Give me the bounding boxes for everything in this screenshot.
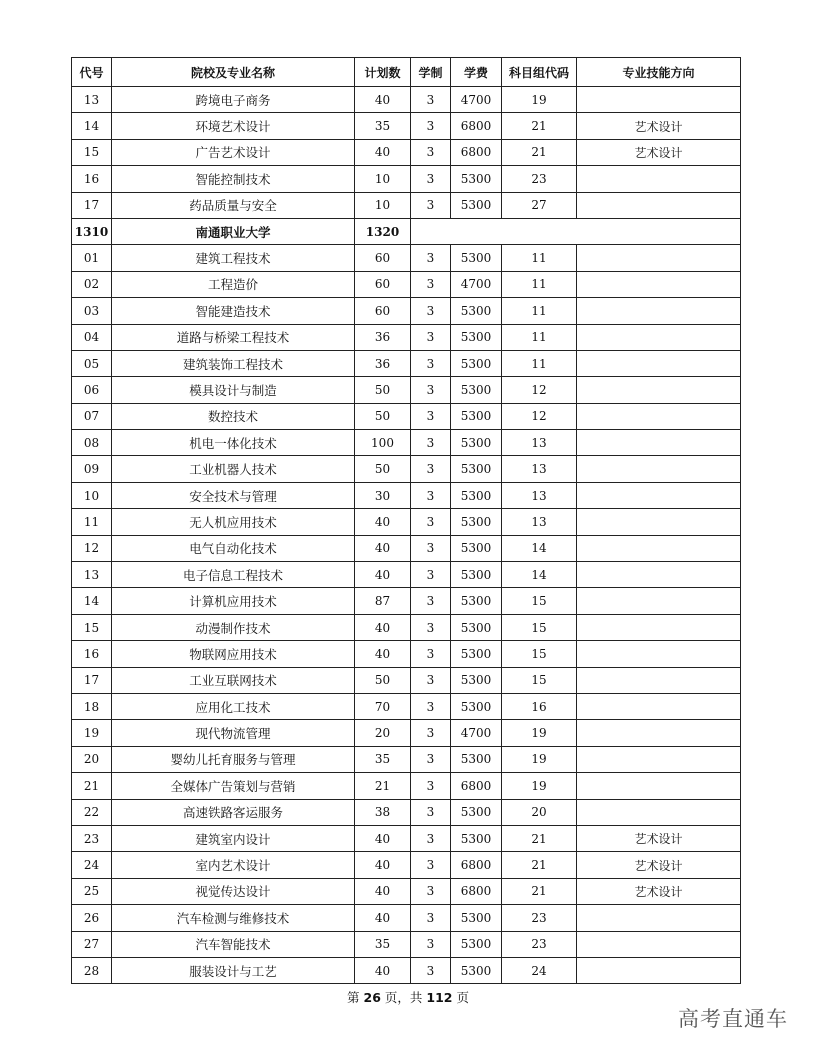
code-cell: 15 [72,614,112,640]
group-code-cell: 21 [502,878,577,904]
plan-cell: 40 [355,535,411,561]
years-cell: 3 [411,192,451,218]
plan-cell: 35 [355,931,411,957]
code-cell: 12 [72,535,112,561]
code-cell: 08 [72,430,112,456]
group-code-cell: 19 [502,720,577,746]
years-cell: 3 [411,87,451,113]
table-row [72,509,741,535]
code-cell: 03 [72,298,112,324]
group-code-cell: 13 [502,509,577,535]
skill-cell [577,298,741,324]
skill-cell [577,720,741,746]
group-code-cell: 11 [502,324,577,350]
skill-cell [577,773,741,799]
fee-cell: 5300 [451,588,502,614]
major-name-cell: 道路与桥梁工程技术 [112,324,355,350]
fee-cell: 5300 [451,166,502,192]
major-name-cell: 建筑室内设计 [112,825,355,851]
plan-cell: 60 [355,298,411,324]
plan-cell: 36 [355,324,411,350]
skill-cell [577,614,741,640]
fee-cell: 5300 [451,245,502,271]
years-cell: 3 [411,324,451,350]
plan-cell: 40 [355,957,411,983]
skill-cell [577,377,741,403]
skill-cell: 艺术设计 [577,825,741,851]
code-cell: 23 [72,825,112,851]
table-row [72,825,741,851]
years-cell: 3 [411,693,451,719]
fee-cell: 5300 [451,482,502,508]
major-name-cell: 广告艺术设计 [112,139,355,165]
plan-cell: 35 [355,746,411,772]
plan-cell: 30 [355,482,411,508]
major-name-cell: 汽车智能技术 [112,931,355,957]
years-cell: 3 [411,878,451,904]
admission-plan-table [71,57,741,984]
skill-cell [577,245,741,271]
major-name-cell: 计算机应用技术 [112,588,355,614]
skill-cell [577,509,741,535]
table-row [72,377,741,403]
fee-cell: 5300 [451,957,502,983]
table-row [72,482,741,508]
group-code-cell: 11 [502,298,577,324]
header-code: 代号 [72,58,112,87]
group-code-cell: 24 [502,957,577,983]
years-cell: 3 [411,720,451,746]
major-name-cell: 数控技术 [112,403,355,429]
skill-cell [577,905,741,931]
table-row [72,720,741,746]
code-cell: 06 [72,377,112,403]
fee-cell: 6800 [451,852,502,878]
skill-cell [577,271,741,297]
group-code-cell: 21 [502,825,577,851]
years-cell: 3 [411,482,451,508]
group-code-cell: 23 [502,931,577,957]
years-cell: 3 [411,773,451,799]
code-cell: 01 [72,245,112,271]
code-cell: 25 [72,878,112,904]
plan-cell: 60 [355,271,411,297]
group-code-cell: 11 [502,350,577,376]
code-cell: 14 [72,588,112,614]
plan-cell: 10 [355,192,411,218]
skill-cell [577,430,741,456]
skill-cell [577,931,741,957]
code-cell: 19 [72,720,112,746]
table-row [72,667,741,693]
table-row [72,799,741,825]
skill-cell [577,693,741,719]
table-row [72,588,741,614]
major-name-cell: 建筑装饰工程技术 [112,350,355,376]
plan-cell: 40 [355,852,411,878]
plan-cell: 40 [355,509,411,535]
major-name-cell: 模具设计与制造 [112,377,355,403]
years-cell: 3 [411,905,451,931]
years-cell: 3 [411,430,451,456]
plan-cell: 70 [355,693,411,719]
code-cell: 17 [72,192,112,218]
major-name-cell: 汽车检测与维修技术 [112,905,355,931]
table-row [72,430,741,456]
table-row [72,878,741,904]
code-cell: 16 [72,166,112,192]
years-cell: 3 [411,852,451,878]
code-cell: 05 [72,350,112,376]
major-name-cell: 建筑工程技术 [112,245,355,271]
plan-cell: 40 [355,825,411,851]
years-cell: 3 [411,957,451,983]
major-name-cell: 物联网应用技术 [112,641,355,667]
fee-cell: 5300 [451,746,502,772]
fee-cell: 5300 [451,324,502,350]
plan-cell: 60 [355,245,411,271]
footer-middle: 页，共 [380,990,427,1005]
code-cell: 13 [72,562,112,588]
plan-cell: 36 [355,350,411,376]
table-header [72,58,741,87]
header-plan: 计划数 [355,58,411,87]
group-code-cell: 15 [502,614,577,640]
table-row [72,324,741,350]
years-cell: 3 [411,588,451,614]
table-row [72,614,741,640]
fee-cell: 5300 [451,825,502,851]
group-code-cell: 15 [502,667,577,693]
major-name-cell: 工程造价 [112,271,355,297]
institution-empty-cell [411,218,741,244]
skill-cell [577,588,741,614]
group-code-cell: 13 [502,482,577,508]
skill-cell [577,192,741,218]
plan-cell: 40 [355,139,411,165]
skill-cell: 艺术设计 [577,852,741,878]
header-name: 院校及专业名称 [112,58,355,87]
header-years: 学制 [411,58,451,87]
fee-cell: 5300 [451,614,502,640]
code-cell: 07 [72,403,112,429]
fee-cell: 5300 [451,298,502,324]
plan-cell: 40 [355,614,411,640]
code-cell: 24 [72,852,112,878]
group-code-cell: 15 [502,641,577,667]
header-group: 科目组代码 [502,58,577,87]
major-name-cell: 服装设计与工艺 [112,957,355,983]
major-name-cell: 高速铁路客运服务 [112,799,355,825]
plan-cell: 100 [355,430,411,456]
plan-cell: 38 [355,799,411,825]
skill-cell [577,641,741,667]
group-code-cell: 14 [502,562,577,588]
code-cell: 13 [72,87,112,113]
skill-cell [577,350,741,376]
skill-cell: 艺术设计 [577,878,741,904]
code-cell: 15 [72,139,112,165]
plan-cell: 50 [355,667,411,693]
years-cell: 3 [411,245,451,271]
code-cell: 28 [72,957,112,983]
group-code-cell: 21 [502,113,577,139]
group-code-cell: 21 [502,852,577,878]
fee-cell: 5300 [451,456,502,482]
group-code-cell: 13 [502,456,577,482]
plan-cell: 40 [355,878,411,904]
group-code-cell: 19 [502,773,577,799]
years-cell: 3 [411,377,451,403]
group-code-cell: 12 [502,377,577,403]
watermark: 高考直通车 [678,1007,788,1031]
years-cell: 3 [411,667,451,693]
institution-plan-cell: 1320 [355,218,411,244]
years-cell: 3 [411,535,451,561]
table-row [72,746,741,772]
years-cell: 3 [411,562,451,588]
major-name-cell: 现代物流管理 [112,720,355,746]
fee-cell: 5300 [451,905,502,931]
footer-suffix: 页 [452,990,469,1005]
fee-cell: 5300 [451,667,502,693]
table-row [72,113,741,139]
table-row [72,139,741,165]
years-cell: 3 [411,166,451,192]
plan-cell: 40 [355,641,411,667]
fee-cell: 5300 [451,562,502,588]
major-name-cell: 电气自动化技术 [112,535,355,561]
skill-cell: 艺术设计 [577,113,741,139]
code-cell: 27 [72,931,112,957]
years-cell: 3 [411,350,451,376]
footer-page-number: 26 [363,990,381,1005]
code-cell: 18 [72,693,112,719]
table-row [72,773,741,799]
skill-cell [577,456,741,482]
plan-cell: 35 [355,113,411,139]
skill-cell: 艺术设计 [577,139,741,165]
group-code-cell: 13 [502,430,577,456]
table-row [72,693,741,719]
fee-cell: 4700 [451,720,502,746]
code-cell: 20 [72,746,112,772]
fee-cell: 5300 [451,509,502,535]
fee-cell: 6800 [451,773,502,799]
plan-cell: 50 [355,377,411,403]
major-name-cell: 电子信息工程技术 [112,562,355,588]
code-cell: 11 [72,509,112,535]
skill-cell [577,403,741,429]
years-cell: 3 [411,403,451,429]
table-row [72,852,741,878]
group-code-cell: 27 [502,192,577,218]
skill-cell [577,324,741,350]
skill-cell [577,957,741,983]
fee-cell: 5300 [451,192,502,218]
years-cell: 3 [411,456,451,482]
group-code-cell: 16 [502,693,577,719]
institution-row [72,218,741,244]
major-name-cell: 环境艺术设计 [112,113,355,139]
fee-cell: 5300 [451,931,502,957]
group-code-cell: 21 [502,139,577,165]
group-code-cell: 23 [502,166,577,192]
fee-cell: 5300 [451,799,502,825]
table-row [72,350,741,376]
plan-cell: 87 [355,588,411,614]
group-code-cell: 23 [502,905,577,931]
major-name-cell: 机电一体化技术 [112,430,355,456]
years-cell: 3 [411,113,451,139]
code-cell: 21 [72,773,112,799]
fee-cell: 5300 [451,350,502,376]
group-code-cell: 12 [502,403,577,429]
table-row [72,535,741,561]
plan-cell: 21 [355,773,411,799]
table-row [72,192,741,218]
plan-cell: 40 [355,87,411,113]
code-cell: 16 [72,641,112,667]
table-row [72,298,741,324]
table-row [72,403,741,429]
skill-cell [577,166,741,192]
major-name-cell: 药品质量与安全 [112,192,355,218]
fee-cell: 5300 [451,641,502,667]
major-name-cell: 室内艺术设计 [112,852,355,878]
major-name-cell: 婴幼儿托育服务与管理 [112,746,355,772]
group-code-cell: 11 [502,271,577,297]
table-row [72,87,741,113]
skill-cell [577,87,741,113]
skill-cell [577,667,741,693]
header-skill: 专业技能方向 [577,58,741,87]
years-cell: 3 [411,614,451,640]
plan-cell: 40 [355,905,411,931]
skill-cell [577,799,741,825]
years-cell: 3 [411,641,451,667]
plan-cell: 20 [355,720,411,746]
table-row [72,166,741,192]
group-code-cell: 14 [502,535,577,561]
years-cell: 3 [411,509,451,535]
fee-cell: 4700 [451,87,502,113]
footer-prefix: 第 [347,990,364,1005]
footer-total-pages: 112 [426,990,453,1005]
major-name-cell: 动漫制作技术 [112,614,355,640]
years-cell: 3 [411,746,451,772]
skill-cell [577,562,741,588]
major-name-cell: 跨境电子商务 [112,87,355,113]
code-cell: 02 [72,271,112,297]
group-code-cell: 15 [502,588,577,614]
code-cell: 26 [72,905,112,931]
plan-cell: 40 [355,562,411,588]
table-row [72,905,741,931]
institution-code-cell: 1310 [72,218,112,244]
major-name-cell: 安全技术与管理 [112,482,355,508]
major-name-cell: 视觉传达设计 [112,878,355,904]
fee-cell: 6800 [451,139,502,165]
major-name-cell: 智能控制技术 [112,166,355,192]
table-row [72,271,741,297]
major-name-cell: 无人机应用技术 [112,509,355,535]
table-row [72,456,741,482]
major-name-cell: 工业机器人技术 [112,456,355,482]
fee-cell: 5300 [451,377,502,403]
table-row [72,245,741,271]
header-fee: 学费 [451,58,502,87]
years-cell: 3 [411,298,451,324]
group-code-cell: 19 [502,87,577,113]
major-name-cell: 工业互联网技术 [112,667,355,693]
group-code-cell: 11 [502,245,577,271]
fee-cell: 5300 [451,535,502,561]
table-row [72,957,741,983]
group-code-cell: 19 [502,746,577,772]
code-cell: 22 [72,799,112,825]
group-code-cell: 20 [502,799,577,825]
major-name-cell: 全媒体广告策划与营销 [112,773,355,799]
fee-cell: 5300 [451,403,502,429]
years-cell: 3 [411,931,451,957]
skill-cell [577,482,741,508]
plan-cell: 10 [355,166,411,192]
code-cell: 10 [72,482,112,508]
table-row [72,641,741,667]
years-cell: 3 [411,271,451,297]
table-row [72,562,741,588]
table-body [72,87,741,984]
institution-name-cell: 南通职业大学 [112,218,355,244]
major-name-cell: 应用化工技术 [112,693,355,719]
skill-cell [577,535,741,561]
fee-cell: 5300 [451,430,502,456]
skill-cell [577,746,741,772]
code-cell: 14 [72,113,112,139]
years-cell: 3 [411,825,451,851]
code-cell: 04 [72,324,112,350]
fee-cell: 6800 [451,878,502,904]
code-cell: 17 [72,667,112,693]
plan-cell: 50 [355,403,411,429]
fee-cell: 4700 [451,271,502,297]
fee-cell: 5300 [451,693,502,719]
major-name-cell: 智能建造技术 [112,298,355,324]
years-cell: 3 [411,799,451,825]
plan-cell: 50 [355,456,411,482]
fee-cell: 6800 [451,113,502,139]
years-cell: 3 [411,139,451,165]
code-cell: 09 [72,456,112,482]
table-row [72,931,741,957]
